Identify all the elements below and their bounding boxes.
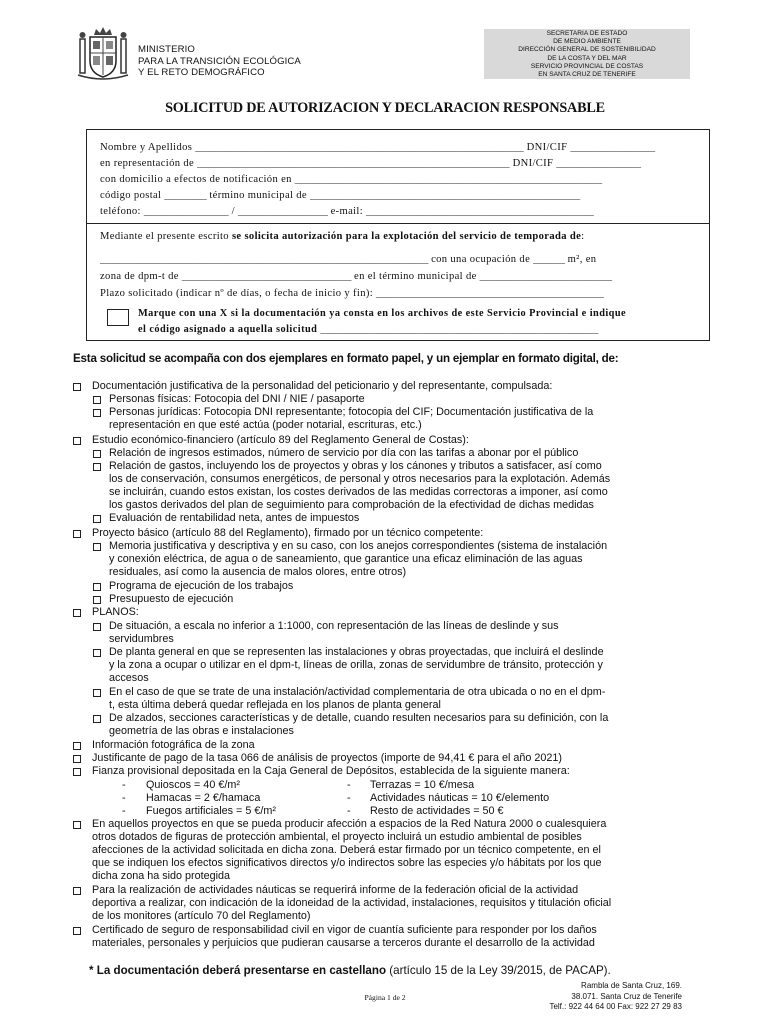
list-item: Información fotográfica de la zona [73,739,255,752]
checkbox[interactable] [73,609,81,617]
secretaria-line: SERVICIO PROVINCIAL DE COSTAS [530,62,644,70]
checkbox[interactable] [93,583,101,591]
checkbox[interactable] [93,409,101,417]
list-item: Evaluación de rentabilidad neta, antes de impuestos [93,512,359,525]
list-item: Relación de ingresos estimados, número de servicio por día con las tarifas a abonar por el público [93,447,578,460]
checkbox[interactable] [93,689,101,697]
codigo-label: código postal [100,190,162,201]
servicio-field[interactable]: ______________________________________________________________ [100,254,432,265]
dni2-field[interactable]: ________________ [556,158,642,169]
codigo-solicitud-field[interactable]: ______________________________________________________ [320,324,599,335]
marque-line-2 [138,324,598,335]
secretaria-line: SECRETARIA DE ESTADO [546,30,628,37]
dni-field[interactable]: ________________ [570,142,656,153]
checkbox[interactable] [73,887,81,895]
ministry-line: MINISTERIO [138,44,195,55]
secretaria-box [484,29,690,79]
form-divider [87,223,709,224]
address-line: Telf.: 922 44 64 00 Fax: 922 27 29 83 [549,1002,682,1012]
termino2-label: en el término municipal de [354,271,477,282]
telefono-label: teléfono: [100,206,141,217]
ministry-line: Y EL RETO DEMOGRÁFICO [138,67,265,78]
marque-line-2-text: el código asignado a aquella solicitud [138,324,318,335]
ocupacion-unit: m², en [567,254,597,265]
secretaria-line: DE LA COSTA Y DEL MAR [547,54,627,62]
list-item: Personas físicas: Fotocopia del DNI / NIE / pasaporte [93,393,365,406]
list-item: Relación de gastos, incluyendo los de proyectos y obras y los cánones y tributos a satisfacer, así como los de conservación, consumos energéticos, de personal y otros necesarios para la explotación. Además se incluirán, cuando estos existan, los costes derivados de las medidas correctoras a imponer, así como los gastos derivados del plan de seguimiento para comprobación de la efectividad de dichas medidas [93,460,610,512]
address-line: 38.071. Santa Cruz de Tenerife [571,991,682,1001]
domicilio-label: con domicilio a efectos de notificación en [100,174,292,185]
list-item: Fianza provisional depositada en la Caja General de Depósitos, establecida de la siguiente manera: [73,765,570,778]
list-item: De planta general en que se representen las instalaciones y obras proyectadas, que incluirá el deslinde y la zona a ocupar o utilizar en el dpm-t, líneas de orilla, zonas de servidumbre de tránsito, protección y accesos [93,646,604,685]
checkbox[interactable] [73,768,81,776]
codigo-field[interactable]: ________ [164,190,210,201]
domicilio-field[interactable]: __________________________________________________________ [294,174,603,185]
checkbox[interactable] [93,543,101,551]
checkbox[interactable] [93,450,101,458]
fee-dash: - [122,805,126,817]
application-form [86,129,710,341]
list-item: De situación, a escala no inferior a 1:1000, con representación de las líneas de deslinde y sus servidumbres [93,620,559,646]
row-nombre [100,142,655,153]
telefono-sep: / [231,206,235,217]
list-item: Personas jurídicas: Fotocopia DNI representante; fotocopia del CIF; Documentación justificativa de la representación en que esté actúa (poder notarial, escrituras, etc.) [93,406,593,432]
document-title: SOLICITUD DE AUTORIZACION Y DECLARACION RESPONSABLE [165,100,605,116]
fee-hamacas: Hamacas = 2 €/hamaca [146,792,261,804]
office-address [549,981,682,1013]
email-label: e-mail: [330,206,364,217]
list-item: Para la realización de actividades náuticas se requerirá informe de la federación oficial de la actividad deportiva a realizar, con indicación de la idoneidad de la actividad, instalaciones, requisitos y titulación oficial de los monitores (artículo 70 del Reglamento) [73,884,611,923]
fee-dash: - [122,792,126,804]
row-representacion [100,158,641,169]
ocupacion-text: con una ocupación de [431,254,531,265]
telefono-field-1[interactable]: ________________ [143,206,229,217]
list-item: Certificado de seguro de responsabilidad civil en vigor de cuantía suficiente para responder por los daños materiales, personales y perjuicios que pudieran causarse a terceros durante el desarrollo de la actividad [73,924,597,950]
secretaria-line: EN SANTA CRUZ DE TENERIFE [538,71,636,79]
checkbox[interactable] [73,755,81,763]
dni2-label: DNI/CIF [512,158,554,169]
checkbox[interactable] [73,742,81,750]
checkbox[interactable] [93,396,101,404]
list-item: Proyecto básico (artículo 88 del Reglamento), firmado por un técnico competente: [73,527,483,540]
list-item: Presupuesto de ejecución [93,593,233,606]
fee-resto: Resto de actividades = 50 € [370,805,504,817]
list-item: En el caso de que se trate de una instalación/actividad complementaria de otra ubicada o no en el dpm- t, esta última deberá quedar reflejada en los planos de planta general [93,686,605,712]
list-item: Documentación justificativa de la personalidad del peticionario y del representante, compulsada: [73,380,552,393]
fee-dash: - [347,792,351,804]
archivo-checkbox[interactable] [107,309,129,326]
plazo-field[interactable]: ___________________________________________ [376,288,604,299]
secretaria-line: DE MEDIO AMBIENTE [553,38,621,46]
plazo-label: Plazo solicitado (indicar nº de días, o fecha de inicio y fin): [100,288,374,299]
list-item: Estudio económico-financiero (artículo 89 del Reglamento General de Costas): [73,434,469,447]
fee-fuegos: Fuegos artificiales = 5 €/m² [146,805,276,817]
nombre-label: Nombre y Apellidos [100,142,193,153]
list-item: PLANOS: [73,606,139,619]
termino2-field[interactable]: _________________________ [479,271,613,282]
ocupacion-field[interactable]: ______ [533,254,568,265]
list-item: De alzados, secciones características y de detalle, cuando resulten necesarios para su definición, con la geometría de las obras e instalaciones [93,712,608,738]
checkbox[interactable] [73,437,81,445]
zona-field[interactable]: ________________________________ [181,271,355,282]
checkbox[interactable] [93,515,101,523]
row-plazo [100,288,604,299]
mediante-colon: : [581,231,585,242]
address-line: Rambla de Santa Cruz, 169. [581,981,682,990]
language-note [89,964,611,977]
ministry-line: PARA LA TRANSICIÓN ECOLÓGICA [138,55,301,67]
fee-kioscos: Quioscos = 40 €/m² [146,779,240,791]
checkbox[interactable] [73,821,81,829]
list-item: Justificante de pago de la tasa 066 de análisis de proyectos (importe de 94,41 € para el año 2021) [73,752,562,765]
fee-terrazas: Terrazas = 10 €/mesa [370,779,475,791]
language-note-bold: * La documentación deberá presentarse en castellano [89,964,387,977]
termino-label: término municipal de [209,190,307,201]
checkbox[interactable] [93,623,101,631]
language-note-rest: (artículo 15 de la Ley 39/2015, de PACAP). [389,964,611,977]
fee-dash: - [122,779,126,791]
termino-field[interactable]: ___________________________________________________ [310,190,581,201]
checkbox[interactable] [93,649,101,657]
coat-of-arms-icon [76,25,130,81]
secretaria-line: DIRECCIÓN GENERAL DE SOSTENIBILIDAD [518,46,656,54]
checkbox[interactable] [93,596,101,604]
fee-dash: - [347,779,351,791]
checkbox[interactable] [93,463,101,471]
list-item: Memoria justificativa y descriptiva y en su caso, con los anejos correspondientes (sistema de instalación y conexión eléctrica, de agua o de saneamiento, que garantice una eficaz eliminación de las aguas residuales, así como la ausencia de malos olores, entre otros) [93,540,607,579]
telefono-field-2[interactable]: _________________ [237,206,331,217]
list-item: En aquellos proyectos en que se pueda producir afección a espacios de la Red Natura 2000 o cualesquiera otros dotados de figuras de protección ambiental, el proyecto incluirá un estudio ambiental de posibles afecciones de la actividad solicitada en dicha zona. Deberá estar firmado por un técnico competente, en el que se indiquen los efectos significativos directos y/o indirectos sobre las especies y/o hábitats por los que dicha zona ha sido protegida [73,818,606,883]
checkbox[interactable] [73,530,81,538]
checkbox[interactable] [73,927,81,935]
dni-label: DNI/CIF [526,142,568,153]
fee-nauticas: Actividades náuticas = 10 €/elemento [370,792,550,804]
row-zona [100,271,612,282]
mediante-bold: se solicita autorización para la explotación del servicio de temporada de [231,231,582,242]
row-codigo [100,190,580,201]
ministry-name [138,44,301,79]
representacion-field[interactable]: ___________________________________________________________ [197,158,510,169]
page-number: Página 1 de 2 [364,993,406,1002]
marque-line-1: Marque con una X si la documentación ya consta en los archivos de este Servicio Provincial e indique [138,308,627,319]
representacion-label: en representación de [100,158,195,169]
email-field[interactable]: ___________________________________________ [366,206,594,217]
row-domicilio [100,174,602,185]
row-ocupacion [100,254,596,265]
checkbox[interactable] [73,383,81,391]
list-item: Programa de ejecución de los trabajos [93,580,293,593]
fee-dash: - [347,805,351,817]
mediante-text: Mediante el presente escrito [100,231,229,242]
zona-label: zona de dpm-t de [100,271,179,282]
row-telefono [100,206,594,217]
intro-text: Esta solicitud se acompaña con dos ejemplares en formato papel, y un ejemplar en formato digital, de: [73,352,619,365]
checkbox[interactable] [93,715,101,723]
row-mediante [100,231,584,242]
nombre-field[interactable]: ______________________________________________________________ [195,142,524,153]
